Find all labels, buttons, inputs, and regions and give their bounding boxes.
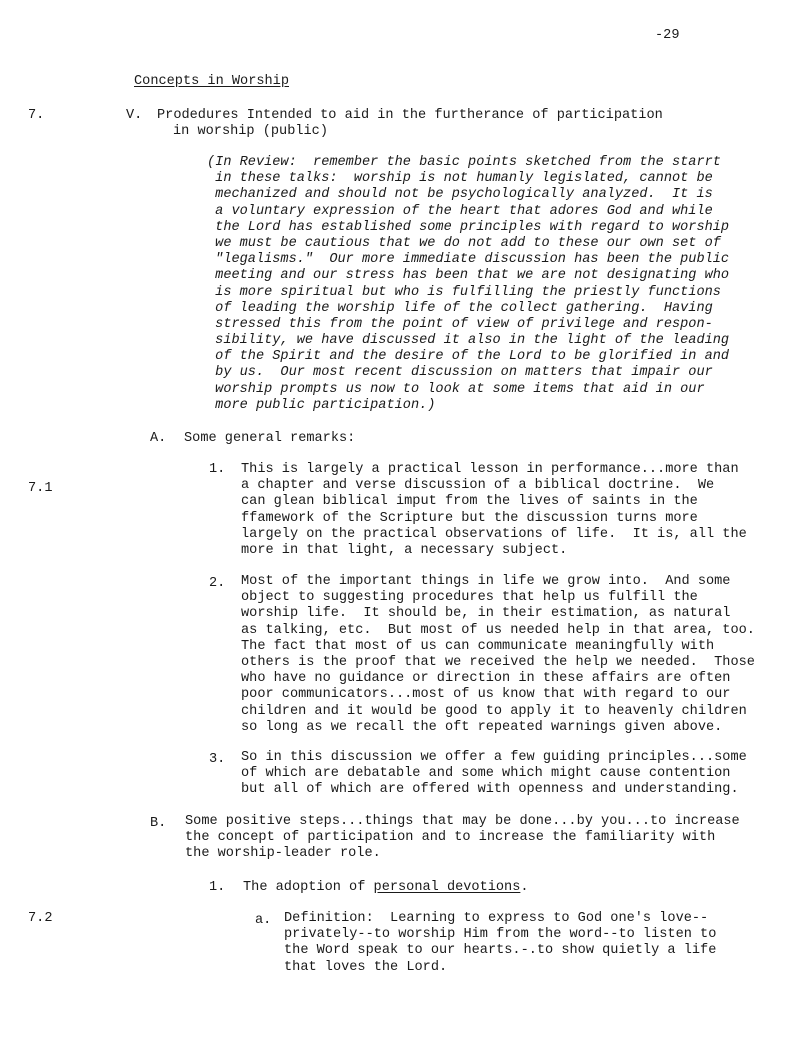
review-line: of leading the worship life of the collect gathering. Having bbox=[207, 300, 713, 316]
heading-v-line: Prodedures Intended to aid in the furtherance of participation bbox=[157, 108, 663, 123]
a-item-line: but all of which are offered with openness and understanding. bbox=[241, 782, 739, 798]
review-line: by us. Our most recent discussion on matters that impair our bbox=[207, 365, 713, 381]
a-item-1-text bbox=[241, 462, 747, 559]
section-a-label: A. bbox=[150, 431, 167, 446]
section-b-line: Some positive steps...things that may be done...by you...to increase bbox=[185, 814, 740, 829]
margin-ref-7-1: 7.1 bbox=[28, 481, 53, 496]
review-line: is more spiritual but who is fulfilling the priestly functions bbox=[207, 284, 721, 300]
b-item-1-number: 1. bbox=[209, 880, 226, 895]
review-line: mechanized and should not be psychologically analyzed. It is bbox=[207, 187, 713, 203]
a-item-1-number: 1. bbox=[209, 462, 226, 477]
review-line: more public participation.) bbox=[207, 397, 436, 413]
a-item-line: as talking, etc. But most of us needed help in that area, too. bbox=[241, 622, 755, 638]
a-item-2-number: 2. bbox=[209, 576, 226, 591]
b-item-1a-line: privately--to worship Him from the word--to listen to bbox=[284, 927, 717, 943]
review-line: "legalisms." Our more immediate discussion has been the public bbox=[207, 252, 730, 268]
review-line: sibility, we have discussed it also in the light of the leading bbox=[207, 333, 730, 349]
a-item-line: worship life. It should be, in their estimation, as natural bbox=[241, 606, 731, 622]
a-item-line: Most of the important things in life we grow into. And some bbox=[241, 574, 731, 589]
a-item-line: of which are debatable and some which might cause contention bbox=[241, 766, 731, 782]
a-item-line: more in that light, a necessary subject. bbox=[241, 542, 568, 558]
b-item-1a-label: a. bbox=[255, 913, 272, 928]
review-line: the Lord has established some principles with regard to worship bbox=[207, 219, 730, 235]
section-b-line: the worship-leader role. bbox=[185, 846, 381, 862]
b-item-1a-line: that loves the Lord. bbox=[284, 959, 448, 975]
b-item-1-prefix: The adoption of bbox=[243, 880, 374, 895]
margin-ref-7-2: 7.2 bbox=[28, 911, 53, 926]
a-item-line: largely on the practical observations of life. It is, all the bbox=[241, 526, 747, 542]
b-item-1-text bbox=[243, 880, 529, 896]
a-item-line: object to suggesting procedures that help us fulfill the bbox=[241, 590, 698, 606]
review-line: of the Spirit and the desire of the Lord to be glorified in and bbox=[207, 349, 730, 365]
review-line: in these talks: worship is not humanly legislated, cannot be bbox=[207, 171, 713, 187]
page-number: -29 bbox=[655, 28, 680, 43]
review-paragraph bbox=[207, 155, 729, 414]
review-line: we must be cautious that we do not add to these our own set of bbox=[207, 235, 721, 251]
heading-v-numeral: V. bbox=[126, 108, 143, 123]
a-item-line: can glean biblical imput from the lives of saints in the bbox=[241, 494, 698, 510]
section-b-label: B. bbox=[150, 816, 167, 831]
section-title: Concepts in Worship bbox=[134, 74, 289, 89]
a-item-line: This is largely a practical lesson in performance...more than bbox=[241, 462, 739, 477]
a-item-line: The fact that most of us can communicate meaningfully with bbox=[241, 638, 715, 654]
section-b-line: the concept of participation and to increase the familiarity with bbox=[185, 830, 716, 846]
review-line: (In Review: remember the basic points sketched from the starrt bbox=[207, 155, 721, 170]
a-item-line: a chapter and verse discussion of a biblical doctrine. We bbox=[241, 478, 715, 494]
b-item-1-suffix: . bbox=[520, 880, 529, 895]
a-item-line: poor communicators...most of us know that with regard to our bbox=[241, 687, 731, 703]
b-item-1a-line: Definition: Learning to express to God one's love-- bbox=[284, 911, 709, 926]
a-item-2-text bbox=[241, 574, 755, 736]
a-item-3-text bbox=[241, 750, 747, 799]
section-b-text bbox=[185, 814, 740, 863]
a-item-3-number: 3. bbox=[209, 752, 226, 767]
a-item-line: children and it would be good to apply it to heavenly children bbox=[241, 703, 747, 719]
section-a-title: Some general remarks: bbox=[184, 431, 356, 446]
heading-v-line: in worship (public) bbox=[173, 124, 328, 140]
a-item-line: So in this discussion we offer a few guiding principles...some bbox=[241, 750, 747, 765]
heading-v-text bbox=[157, 108, 663, 140]
a-item-line: so long as we recall the oft repeated warnings given above. bbox=[241, 719, 723, 735]
review-line: stressed this from the point of view of privilege and respon- bbox=[207, 316, 713, 332]
review-line: a voluntary expression of the heart that adores God and while bbox=[207, 203, 713, 219]
review-line: meeting and our stress has been that we are not designating who bbox=[207, 268, 730, 284]
margin-ref-7: 7. bbox=[28, 108, 45, 123]
personal-devotions-term: personal devotions bbox=[373, 880, 521, 895]
b-item-1a-line: the Word speak to our hearts.-.to show quietly a life bbox=[284, 943, 717, 959]
b-item-1a-text bbox=[284, 911, 716, 976]
a-item-line: others is the proof that we received the help we needed. Those bbox=[241, 654, 755, 670]
a-item-line: who have no guidance or direction in these affairs are often bbox=[241, 671, 731, 687]
a-item-line: ffamework of the Scripture but the discussion turns more bbox=[241, 510, 698, 526]
review-line: worship prompts us now to look at some items that aid in our bbox=[207, 381, 705, 397]
